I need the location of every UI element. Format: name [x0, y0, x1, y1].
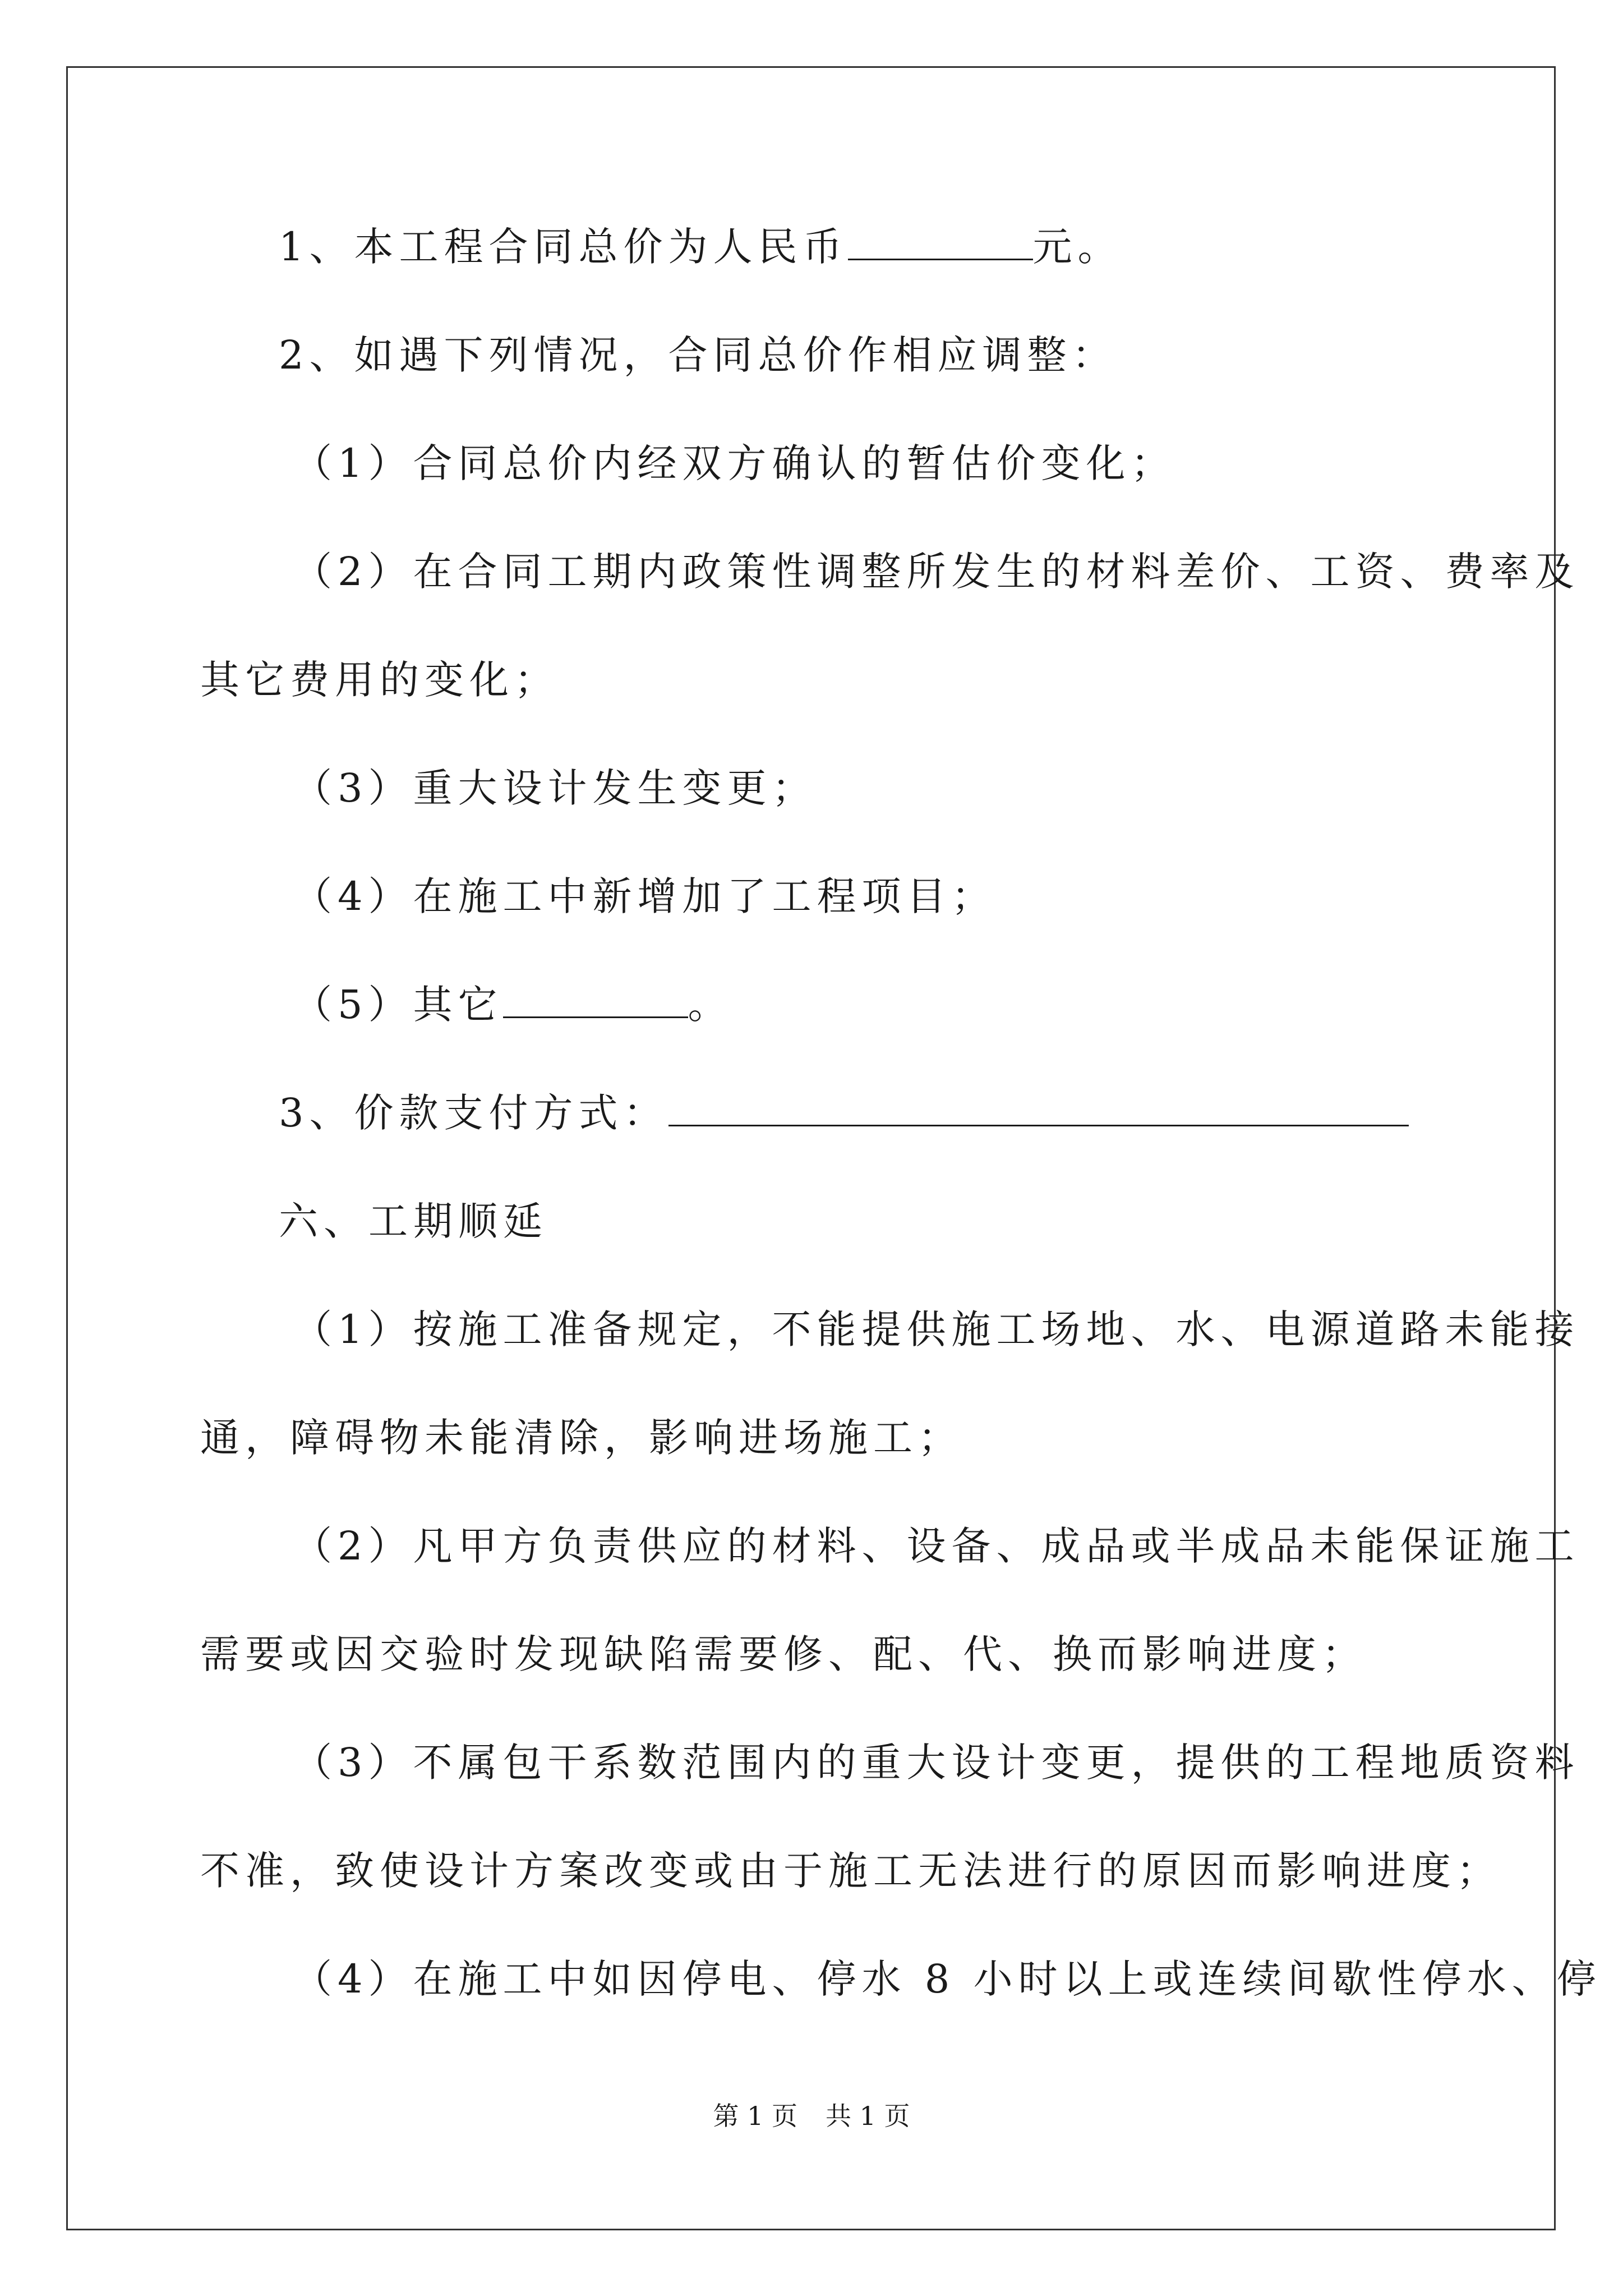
- paragraph-item-1: （1）合同总价内经双方确认的暂估价变化；: [293, 440, 1176, 486]
- paragraph-contract-price: 1、本工程合同总价为人民币 元。: [279, 222, 1123, 272]
- paragraph-extension-3-line-2: 不准，致使设计方案改变或由于施工无法进行的原因而影响进度；: [200, 1848, 1501, 1894]
- paragraph-extension-2-line-1: （2）凡甲方负责供应的材料、设备、成品或半成品未能保证施工: [293, 1523, 1580, 1569]
- paragraph-extension-4-line-1: （4）在施工中如因停电、停水 8 小时以上或连续间歇性停水、停: [293, 1956, 1602, 2002]
- paragraph-extension-1-line-1: （1）按施工准备规定，不能提供施工场地、水、电源道路未能接: [293, 1306, 1580, 1352]
- section-heading-extension: 六、工期顺延: [279, 1198, 548, 1244]
- paragraph-item-5: （5）其它 。: [293, 979, 733, 1030]
- paragraph-price-adjustment: 2、如遇下列情况，合同总价作相应调整：: [279, 332, 1117, 378]
- page-number-current: 第 1 页: [713, 2101, 797, 2131]
- paragraph-item-2-line-2: 其它费用的变化；: [200, 657, 559, 703]
- page-footer: [0, 2099, 1623, 2133]
- paragraph-payment-method: 3、价款支付方式：: [279, 1088, 1409, 1138]
- blank-other-field: [503, 979, 688, 1018]
- paragraph-extension-2-line-2: 需要或因交验时发现缺陷需要修、配、代、换而影响进度；: [200, 1631, 1367, 1677]
- page-border: [66, 66, 1556, 2230]
- page-number-total: 共 1 页: [826, 2101, 910, 2131]
- paragraph-extension-1-line-2: 通，障碍物未能清除，影响进场施工；: [200, 1415, 963, 1461]
- paragraph-item-3: （3）重大设计发生变更；: [293, 765, 817, 811]
- paragraph-item-4: （4）在施工中新增加了工程项目；: [293, 873, 997, 919]
- blank-amount-field: [848, 222, 1033, 260]
- blank-payment-field: [668, 1088, 1409, 1126]
- paragraph-item-2-line-1: （2）在合同工期内政策性调整所发生的材料差价、工资、费率及: [293, 549, 1580, 595]
- paragraph-extension-3-line-1: （3）不属包干系数范围内的重大设计变更，提供的工程地质资料: [293, 1740, 1580, 1786]
